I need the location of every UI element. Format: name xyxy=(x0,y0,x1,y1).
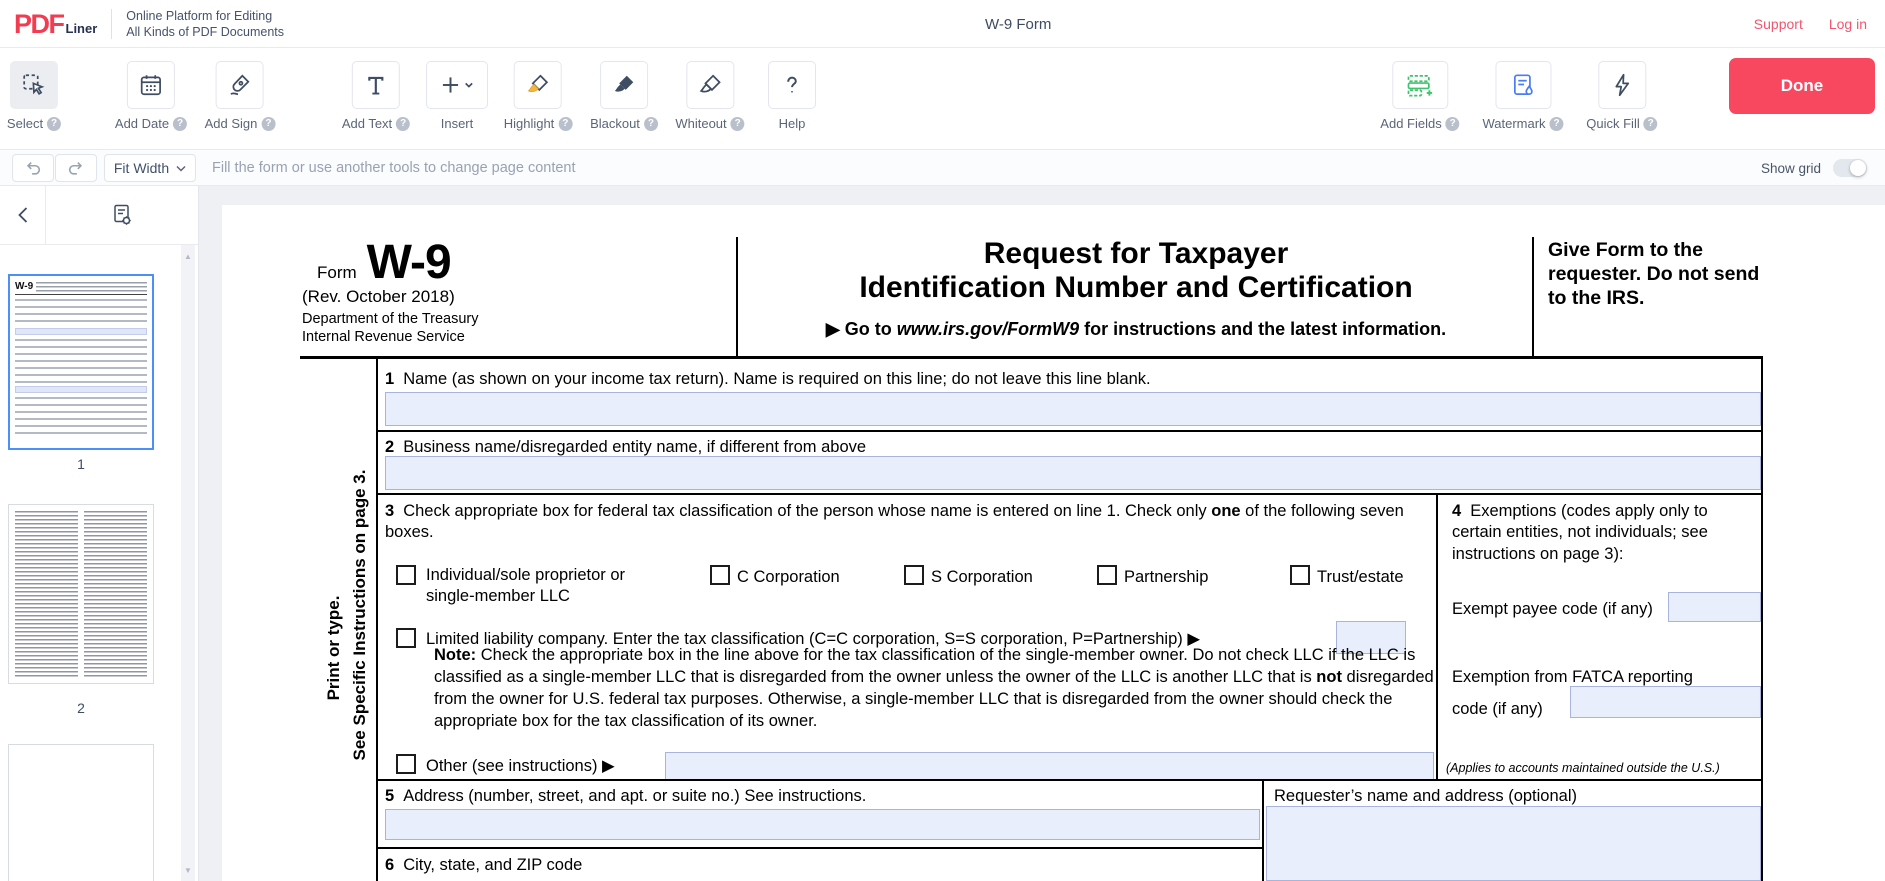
partnership-checkbox[interactable] xyxy=(1097,565,1117,585)
done-button[interactable]: Done xyxy=(1729,58,1875,114)
select-cursor-icon xyxy=(21,72,47,98)
add-fields-help-badge[interactable]: ? xyxy=(1446,117,1460,131)
form-word: Form xyxy=(317,263,357,282)
line5-text: Address (number, street, and apt. or suite no.) See instructions. xyxy=(403,787,867,805)
select-label: Select xyxy=(6,116,44,131)
logo-pdf-text: PDF xyxy=(14,8,64,39)
highlight-help-badge[interactable]: ? xyxy=(558,117,572,131)
plus-icon xyxy=(437,72,477,98)
llc-label: Limited liability company. Enter the tax classification (C=C corporation, S=S corporation, P=Partnership) ▶ xyxy=(426,630,1201,648)
tool-add-text[interactable] xyxy=(342,61,410,131)
chevron-left-icon xyxy=(16,206,30,224)
collapse-panel-button[interactable] xyxy=(0,186,46,244)
partnership-label: Partnership xyxy=(1124,568,1209,586)
insert-button[interactable] xyxy=(426,61,488,109)
watermark-icon xyxy=(1509,72,1537,98)
sub-toolbar xyxy=(0,150,1885,186)
form-title-block xyxy=(742,237,1530,340)
tagline-line2: All Kinds of PDF Documents xyxy=(126,25,284,39)
row6-rule xyxy=(376,847,1264,849)
other-label: Other (see instructions) ▶ xyxy=(426,757,615,775)
requester-label: Requester’s name and address (optional) xyxy=(1274,787,1577,805)
business-name-input[interactable] xyxy=(385,456,1761,490)
add-sign-label: Add Sign xyxy=(204,116,258,131)
quick-fill-help-badge[interactable]: ? xyxy=(1644,117,1658,131)
goto-suffix: for instructions and the latest information. xyxy=(1079,318,1447,339)
line4-label xyxy=(1452,501,1754,565)
table-right-border xyxy=(1761,358,1763,881)
tool-highlight[interactable] xyxy=(504,61,573,131)
support-link[interactable]: Support xyxy=(1753,16,1803,32)
watermark-label: Watermark xyxy=(1482,116,1546,131)
blackout-brush-icon xyxy=(611,72,637,98)
line4-number: 4 xyxy=(1452,502,1462,520)
form-dept2: Internal Revenue Service xyxy=(302,329,465,345)
add-date-label: Add Date xyxy=(114,116,170,131)
tagline-line1: Online Platform for Editing xyxy=(126,8,273,23)
line3-text-post: of the following seven boxes. xyxy=(385,502,1404,542)
line6-label xyxy=(385,855,582,876)
line5-number: 5 xyxy=(385,787,395,805)
show-grid-toggle[interactable] xyxy=(1833,159,1867,177)
add-text-button[interactable] xyxy=(352,61,400,109)
undo-icon xyxy=(23,159,43,177)
add-date-button[interactable] xyxy=(127,61,175,109)
select-help-badge[interactable]: ? xyxy=(47,117,61,131)
page-1-number: 1 xyxy=(77,456,85,472)
fatca-input[interactable] xyxy=(1570,686,1761,718)
line3-text-bold: one xyxy=(1211,502,1241,520)
other-checkbox[interactable] xyxy=(396,754,416,774)
insert-label: Insert xyxy=(440,116,474,131)
help-button[interactable] xyxy=(768,61,816,109)
tool-watermark[interactable] xyxy=(1482,61,1563,131)
tool-select[interactable] xyxy=(7,61,61,131)
tool-quick-fill[interactable] xyxy=(1586,61,1657,131)
quick-fill-button[interactable] xyxy=(1598,61,1646,109)
page-1-thumbnail[interactable] xyxy=(8,274,154,450)
thumbnail-text-lines xyxy=(15,397,147,435)
line3-note xyxy=(434,645,1434,733)
add-fields-label: Add Fields xyxy=(1380,116,1442,131)
blackout-label: Blackout xyxy=(590,116,640,131)
whiteout-button[interactable] xyxy=(686,61,734,109)
watermark-button[interactable] xyxy=(1495,61,1551,109)
line6-number: 6 xyxy=(385,856,395,874)
thumbnail-header-lines xyxy=(36,282,147,292)
line3-number: 3 xyxy=(385,502,395,520)
scroll-down-arrow[interactable]: ▼ xyxy=(184,865,192,875)
toggle-knob xyxy=(1850,160,1866,176)
redo-button[interactable] xyxy=(55,154,97,182)
line2-text: Business name/disregarded entity name, if different from above xyxy=(403,438,867,456)
header-divider-2 xyxy=(1532,237,1534,356)
give-form-text: Give Form to the requester. Do not send to the IRS. xyxy=(1548,239,1760,309)
form-number: W-9 xyxy=(366,236,451,289)
section3-4-divider xyxy=(1436,493,1438,779)
main-toolbar xyxy=(0,48,1885,150)
page-2-number: 2 xyxy=(77,700,85,716)
individual-checkbox[interactable] xyxy=(396,565,416,585)
blackout-button[interactable] xyxy=(600,61,648,109)
form-word-block xyxy=(317,235,451,290)
tool-add-fields[interactable] xyxy=(1380,61,1459,131)
whiteout-help-badge[interactable]: ? xyxy=(731,117,745,131)
show-grid-label: Show grid xyxy=(1760,160,1821,176)
trust-estate-checkbox[interactable] xyxy=(1290,565,1310,585)
calendar-icon xyxy=(138,72,164,98)
pages-panel xyxy=(0,186,199,881)
app-header xyxy=(0,0,1885,48)
form-dept1: Department of the Treasury xyxy=(302,311,479,327)
pdf-page xyxy=(222,205,1885,881)
fatca-label-2: code (if any) xyxy=(1452,700,1543,718)
undo-button[interactable] xyxy=(12,154,54,182)
scroll-up-arrow[interactable]: ▲ xyxy=(184,251,192,261)
other-input[interactable] xyxy=(665,752,1434,780)
add-sign-help-badge[interactable]: ? xyxy=(261,117,275,131)
s-corporation-label: S Corporation xyxy=(931,568,1033,586)
add-sign-button[interactable] xyxy=(216,61,264,109)
thumbnail-field xyxy=(15,328,147,335)
pdfliner-logo xyxy=(14,9,97,40)
page-3-thumbnail[interactable] xyxy=(8,744,154,881)
tagline xyxy=(126,8,284,41)
requester-input[interactable] xyxy=(1266,806,1761,881)
trust-estate-label: Trust/estate xyxy=(1317,568,1404,586)
lightning-icon xyxy=(1609,72,1635,98)
line3-text-pre: Check appropriate box for federal tax classification of the person whose name is entered on line 1. Check only xyxy=(403,502,1212,520)
blackout-help-badge[interactable]: ? xyxy=(644,117,658,131)
question-mark-icon xyxy=(779,72,805,98)
requester-divider xyxy=(1262,779,1264,881)
add-fields-button[interactable] xyxy=(1392,61,1448,109)
fatca-label-1: Exemption from FATCA reporting xyxy=(1452,668,1693,686)
tool-blackout[interactable] xyxy=(590,61,658,131)
zoom-select[interactable] xyxy=(104,154,196,182)
login-link[interactable]: Log in xyxy=(1828,16,1867,32)
header-divider-1 xyxy=(736,237,738,356)
goto-url: www.irs.gov/FormW9 xyxy=(896,318,1080,339)
document-gear-icon xyxy=(109,202,135,228)
side-specific-instructions: See Specific Instructions on page 3. xyxy=(350,469,369,761)
line1-number: 1 xyxy=(385,370,395,388)
tool-help[interactable] xyxy=(768,61,816,131)
note-text-bold: not xyxy=(1316,667,1342,686)
highlight-brush-icon xyxy=(525,72,551,98)
table-left-border xyxy=(376,358,378,881)
whiteout-label: Whiteout xyxy=(675,116,727,131)
exempt-payee-label: Exempt payee code (if any) xyxy=(1452,600,1653,618)
page-settings-button[interactable] xyxy=(46,186,198,244)
thumbnail-text-lines xyxy=(15,299,147,325)
add-fields-icon xyxy=(1405,72,1435,98)
chevron-down-icon xyxy=(176,165,186,172)
note-text-1: Check the appropriate box in the line above for the tax classification of the single-member owner. Do not check LLC if the LLC is classified as a single-member LLC that is disregarded from the owner unless the owner of the LLC is another LLC that is xyxy=(434,646,1416,686)
line4-text: Exemptions (codes apply only to certain entities, not individuals; see instructions on page 3): xyxy=(1452,502,1708,563)
line3-label xyxy=(385,501,1415,544)
line6-text: City, state, and ZIP code xyxy=(403,856,583,874)
highlight-label: Highlight xyxy=(503,116,555,131)
tool-add-sign[interactable] xyxy=(205,61,276,131)
highlight-button[interactable] xyxy=(514,61,562,109)
brand[interactable] xyxy=(14,0,284,48)
row5-rule xyxy=(376,779,1761,781)
row3-rule xyxy=(376,493,1761,495)
thumbnail-form-header xyxy=(15,281,147,295)
add-text-help-badge[interactable]: ? xyxy=(396,117,410,131)
watermark-help-badge[interactable]: ? xyxy=(1550,117,1564,131)
form-revision: (Rev. October 2018) xyxy=(302,287,455,306)
thumbnail-field xyxy=(15,386,147,393)
whiteout-brush-icon xyxy=(697,72,723,98)
c-corporation-label: C Corporation xyxy=(737,568,840,586)
note-label: Note: xyxy=(434,646,477,664)
select-button[interactable] xyxy=(10,61,58,109)
text-icon xyxy=(363,72,389,98)
line5-label xyxy=(385,786,866,807)
thumbnails-scrollbar[interactable] xyxy=(181,245,195,881)
thumbnail-text-lines xyxy=(15,339,147,383)
page-2-thumbnail[interactable] xyxy=(8,504,154,684)
thumbnail-text-column xyxy=(84,511,147,677)
header-bottom-rule xyxy=(300,356,1763,359)
line2-number: 2 xyxy=(385,438,395,456)
zoom-select-value: Fit Width xyxy=(113,160,170,176)
thumbnail-text-column xyxy=(15,511,78,677)
goto-prefix: ▶ Go to xyxy=(825,318,897,339)
logo-divider xyxy=(111,9,112,39)
tool-insert[interactable] xyxy=(426,61,488,131)
tool-add-date[interactable] xyxy=(115,61,187,131)
form-title-line1: Request for Taxpayer xyxy=(983,237,1289,270)
llc-checkbox[interactable] xyxy=(396,628,416,648)
side-print-or-type: Print or type. xyxy=(324,595,343,701)
quick-fill-label: Quick Fill xyxy=(1586,116,1640,131)
line1-text: Name (as shown on your income tax return). Name is required on this line; do not leave this line blank. xyxy=(403,370,1151,388)
row2-rule xyxy=(376,430,1761,432)
add-date-help-badge[interactable]: ? xyxy=(173,117,187,131)
note-text-2: disregarded from the owner for U.S. federal tax purposes. Otherwise, a single-member LLC that is disregarded from the owner should check the appropriate box for the tax classification of its owner. xyxy=(434,667,1434,730)
c-corporation-checkbox[interactable] xyxy=(710,565,730,585)
applies-note: (Applies to accounts maintained outside the U.S.) xyxy=(1446,761,1720,775)
thumbnail-w9-text: W-9 xyxy=(15,281,34,292)
help-label: Help xyxy=(778,116,806,131)
line1-label xyxy=(385,369,1151,390)
toolbar-hint: Fill the form or use another tools to change page content xyxy=(212,160,576,176)
exempt-payee-input[interactable] xyxy=(1668,592,1761,622)
tool-whiteout[interactable] xyxy=(675,61,744,131)
logo-liner-text: Liner xyxy=(65,20,98,36)
address-input[interactable] xyxy=(385,809,1260,840)
redo-icon xyxy=(66,159,86,177)
s-corporation-checkbox[interactable] xyxy=(904,565,924,585)
signature-pen-icon xyxy=(227,72,253,98)
form-title-line2: Identification Number and Certification xyxy=(859,270,1413,304)
document-title: W-9 Form xyxy=(985,15,1052,33)
add-text-label: Add Text xyxy=(341,116,393,131)
individual-label: Individual/sole proprietor or single-member LLC xyxy=(426,566,626,606)
name-input[interactable] xyxy=(385,392,1761,426)
